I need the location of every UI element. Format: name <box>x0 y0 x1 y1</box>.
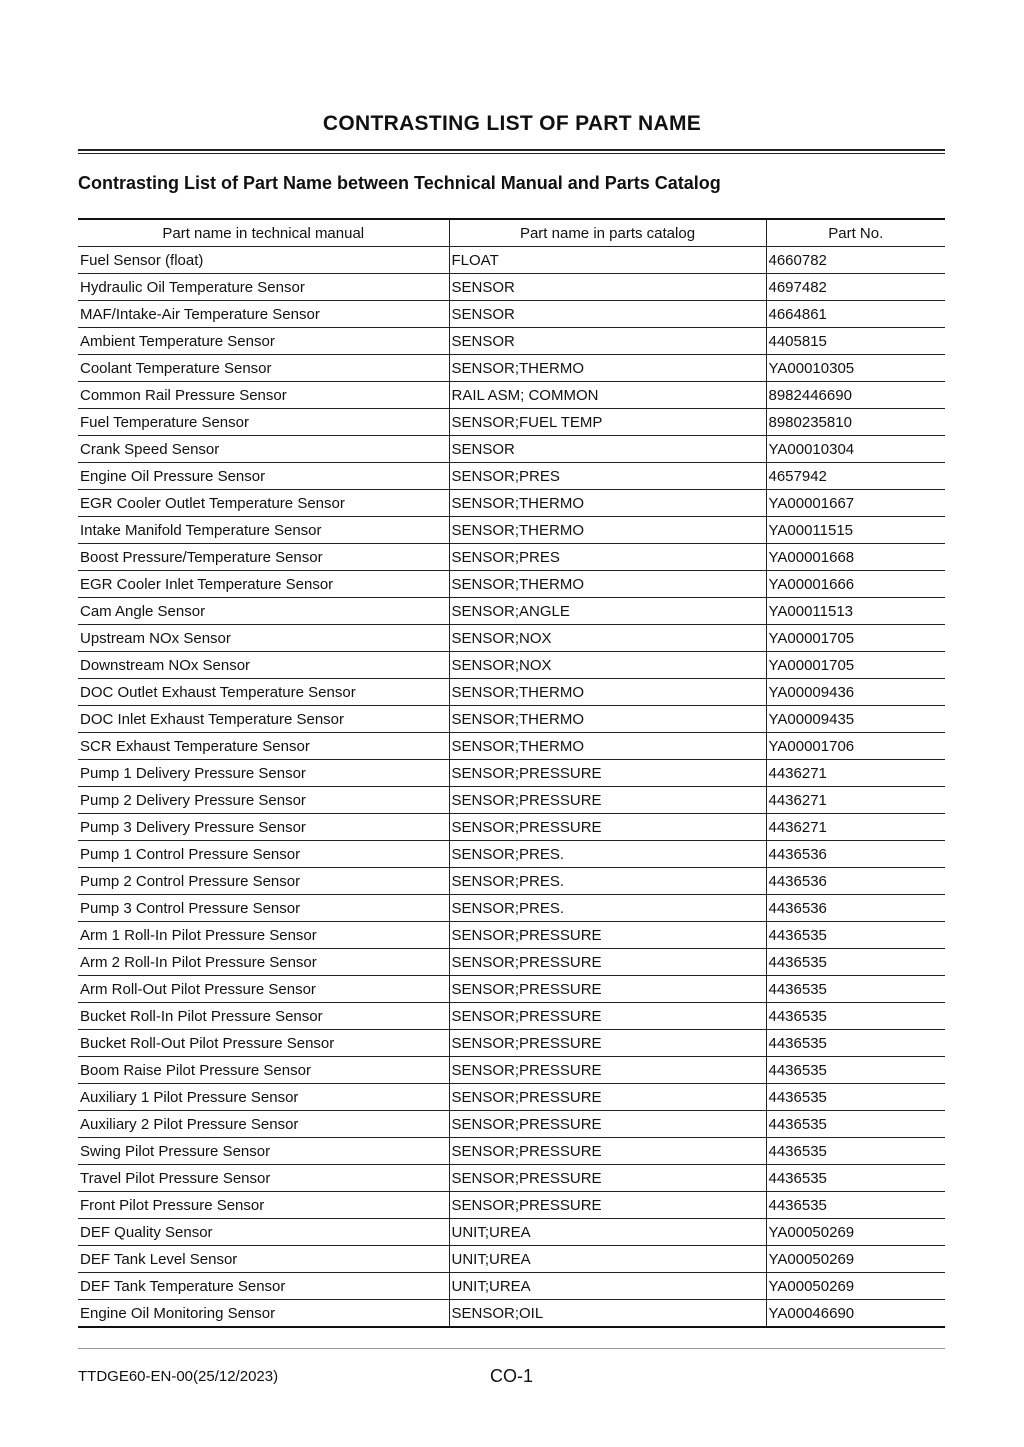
parts-catalog-name-cell: SENSOR;NOX <box>449 625 766 652</box>
technical-manual-name-cell: Common Rail Pressure Sensor <box>78 382 449 409</box>
parts-catalog-name-cell: SENSOR;THERMO <box>449 355 766 382</box>
table-row <box>78 949 945 976</box>
technical-manual-name-cell: Fuel Sensor (float) <box>78 247 449 274</box>
parts-catalog-name-cell: SENSOR;PRES <box>449 544 766 571</box>
part-number-cell: YA00001705 <box>766 652 945 679</box>
technical-manual-name-cell: Pump 2 Delivery Pressure Sensor <box>78 787 449 814</box>
part-number-cell: 8982446690 <box>766 382 945 409</box>
table-row <box>78 706 945 733</box>
table-row <box>78 1273 945 1300</box>
parts-catalog-name-cell: UNIT;UREA <box>449 1273 766 1300</box>
parts-catalog-name-cell: SENSOR;THERMO <box>449 706 766 733</box>
technical-manual-name-cell: DOC Inlet Exhaust Temperature Sensor <box>78 706 449 733</box>
part-number-cell: YA00001668 <box>766 544 945 571</box>
parts-catalog-name-cell: SENSOR;PRESSURE <box>449 1057 766 1084</box>
part-number-cell: 4436535 <box>766 1111 945 1138</box>
part-number-cell: 4436535 <box>766 1192 945 1219</box>
part-number-cell: 4436535 <box>766 949 945 976</box>
technical-manual-name-cell: Swing Pilot Pressure Sensor <box>78 1138 449 1165</box>
table-row <box>78 274 945 301</box>
table-row <box>78 490 945 517</box>
table-row <box>78 868 945 895</box>
technical-manual-name-cell: Downstream NOx Sensor <box>78 652 449 679</box>
parts-catalog-name-cell: SENSOR <box>449 301 766 328</box>
part-number-cell: 4697482 <box>766 274 945 301</box>
technical-manual-name-cell: Bucket Roll-In Pilot Pressure Sensor <box>78 1003 449 1030</box>
parts-catalog-name-cell: SENSOR;THERMO <box>449 490 766 517</box>
part-number-cell: 4436271 <box>766 814 945 841</box>
technical-manual-name-cell: Cam Angle Sensor <box>78 598 449 625</box>
page-number: CO-1 <box>490 1366 534 1386</box>
table-row <box>78 301 945 328</box>
part-number-cell: 4436536 <box>766 841 945 868</box>
footer-divider <box>78 1348 945 1349</box>
technical-manual-name-cell: Pump 2 Control Pressure Sensor <box>78 868 449 895</box>
parts-catalog-name-cell: SENSOR;PRESSURE <box>449 760 766 787</box>
part-number-cell: 4436535 <box>766 1084 945 1111</box>
part-number-cell: YA00010305 <box>766 355 945 382</box>
parts-catalog-name-cell: SENSOR;PRESSURE <box>449 1084 766 1111</box>
parts-catalog-name-cell: SENSOR;FUEL TEMP <box>449 409 766 436</box>
header-part-number: Part No. <box>766 219 945 247</box>
table-row <box>78 1057 945 1084</box>
part-number-cell: 4436535 <box>766 1003 945 1030</box>
technical-manual-name-cell: DEF Tank Level Sensor <box>78 1246 449 1273</box>
parts-catalog-name-cell: SENSOR;THERMO <box>449 679 766 706</box>
technical-manual-name-cell: Upstream NOx Sensor <box>78 625 449 652</box>
section-title: Contrasting List of Part Name between Technical Manual and Parts Catalog <box>78 173 721 193</box>
part-number-cell: 4436535 <box>766 1138 945 1165</box>
technical-manual-name-cell: Arm 1 Roll-In Pilot Pressure Sensor <box>78 922 449 949</box>
table-row <box>78 355 945 382</box>
parts-catalog-name-cell: SENSOR;PRESSURE <box>449 1165 766 1192</box>
parts-catalog-name-cell: SENSOR;PRESSURE <box>449 1138 766 1165</box>
table-row <box>78 1192 945 1219</box>
table-row <box>78 922 945 949</box>
table-row <box>78 409 945 436</box>
table-row <box>78 1219 945 1246</box>
parts-catalog-name-cell: SENSOR;PRESSURE <box>449 1030 766 1057</box>
part-number-cell: YA00009435 <box>766 706 945 733</box>
technical-manual-name-cell: Pump 1 Control Pressure Sensor <box>78 841 449 868</box>
part-number-cell: 4436536 <box>766 895 945 922</box>
technical-manual-name-cell: Coolant Temperature Sensor <box>78 355 449 382</box>
part-number-cell: 4664861 <box>766 301 945 328</box>
table-row <box>78 598 945 625</box>
part-number-cell: 4436535 <box>766 976 945 1003</box>
part-number-cell: YA00010304 <box>766 436 945 463</box>
part-number-cell: 4436535 <box>766 1030 945 1057</box>
part-number-cell: YA00001666 <box>766 571 945 598</box>
part-number-cell: YA00011515 <box>766 517 945 544</box>
technical-manual-name-cell: MAF/Intake-Air Temperature Sensor <box>78 301 449 328</box>
technical-manual-name-cell: Pump 3 Control Pressure Sensor <box>78 895 449 922</box>
technical-manual-name-cell: Hydraulic Oil Temperature Sensor <box>78 274 449 301</box>
technical-manual-name-cell: Auxiliary 2 Pilot Pressure Sensor <box>78 1111 449 1138</box>
part-number-cell: YA00009436 <box>766 679 945 706</box>
table-row <box>78 841 945 868</box>
technical-manual-name-cell: Pump 1 Delivery Pressure Sensor <box>78 760 449 787</box>
table-row <box>78 517 945 544</box>
parts-table <box>78 218 945 1328</box>
technical-manual-name-cell: Boost Pressure/Temperature Sensor <box>78 544 449 571</box>
table-row <box>78 1138 945 1165</box>
table-row <box>78 814 945 841</box>
table-row <box>78 760 945 787</box>
table-row <box>78 436 945 463</box>
parts-catalog-name-cell: FLOAT <box>449 247 766 274</box>
part-number-cell: 4657942 <box>766 463 945 490</box>
parts-catalog-name-cell: UNIT;UREA <box>449 1219 766 1246</box>
parts-catalog-name-cell: SENSOR;OIL <box>449 1300 766 1328</box>
parts-catalog-name-cell: SENSOR;PRESSURE <box>449 922 766 949</box>
parts-catalog-name-cell: SENSOR <box>449 274 766 301</box>
part-number-cell: YA00050269 <box>766 1246 945 1273</box>
table-row <box>78 328 945 355</box>
table-row <box>78 1300 945 1328</box>
part-number-cell: YA00001667 <box>766 490 945 517</box>
table-row <box>78 1030 945 1057</box>
parts-catalog-name-cell: SENSOR;PRES. <box>449 841 766 868</box>
part-number-cell: YA00001705 <box>766 625 945 652</box>
parts-catalog-name-cell: SENSOR;PRESSURE <box>449 1111 766 1138</box>
part-number-cell: YA00050269 <box>766 1219 945 1246</box>
technical-manual-name-cell: Pump 3 Delivery Pressure Sensor <box>78 814 449 841</box>
parts-catalog-name-cell: SENSOR;THERMO <box>449 517 766 544</box>
part-number-cell: YA00050269 <box>766 1273 945 1300</box>
technical-manual-name-cell: Engine Oil Monitoring Sensor <box>78 1300 449 1328</box>
technical-manual-name-cell: Arm Roll-Out Pilot Pressure Sensor <box>78 976 449 1003</box>
parts-catalog-name-cell: SENSOR;PRESSURE <box>449 949 766 976</box>
table-row <box>78 463 945 490</box>
header-parts-catalog-name: Part name in parts catalog <box>449 219 766 247</box>
table-row <box>78 976 945 1003</box>
table-row <box>78 733 945 760</box>
part-number-cell: 4436536 <box>766 868 945 895</box>
parts-catalog-name-cell: SENSOR;ANGLE <box>449 598 766 625</box>
part-number-cell: 4405815 <box>766 328 945 355</box>
parts-catalog-name-cell: SENSOR <box>449 436 766 463</box>
part-number-cell: 4436535 <box>766 1057 945 1084</box>
part-number-cell: 4436535 <box>766 922 945 949</box>
header-technical-manual-name: Part name in technical manual <box>78 219 449 247</box>
page-title: CONTRASTING LIST OF PART NAME <box>322 112 702 135</box>
parts-catalog-name-cell: SENSOR;THERMO <box>449 571 766 598</box>
parts-catalog-name-cell: SENSOR;NOX <box>449 652 766 679</box>
technical-manual-name-cell: Arm 2 Roll-In Pilot Pressure Sensor <box>78 949 449 976</box>
table-row <box>78 247 945 274</box>
technical-manual-name-cell: DEF Tank Temperature Sensor <box>78 1273 449 1300</box>
technical-manual-name-cell: EGR Cooler Outlet Temperature Sensor <box>78 490 449 517</box>
technical-manual-name-cell: Bucket Roll-Out Pilot Pressure Sensor <box>78 1030 449 1057</box>
parts-catalog-name-cell: SENSOR;PRESSURE <box>449 814 766 841</box>
part-number-cell: 4436535 <box>766 1165 945 1192</box>
technical-manual-name-cell: Boom Raise Pilot Pressure Sensor <box>78 1057 449 1084</box>
table-row <box>78 382 945 409</box>
technical-manual-name-cell: Intake Manifold Temperature Sensor <box>78 517 449 544</box>
parts-catalog-name-cell: UNIT;UREA <box>449 1246 766 1273</box>
parts-catalog-name-cell: SENSOR;PRESSURE <box>449 787 766 814</box>
technical-manual-name-cell: Engine Oil Pressure Sensor <box>78 463 449 490</box>
parts-catalog-name-cell: SENSOR;THERMO <box>449 733 766 760</box>
table-row <box>78 1111 945 1138</box>
parts-table-body <box>78 247 945 1328</box>
part-number-cell: 4436271 <box>766 760 945 787</box>
table-header-row <box>78 219 945 247</box>
title-divider <box>78 149 945 154</box>
table-row <box>78 1246 945 1273</box>
parts-catalog-name-cell: SENSOR;PRES. <box>449 895 766 922</box>
technical-manual-name-cell: EGR Cooler Inlet Temperature Sensor <box>78 571 449 598</box>
document-code: TTDGE60-EN-00(25/12/2023) <box>78 1368 279 1385</box>
table-row <box>78 787 945 814</box>
table-row <box>78 1165 945 1192</box>
technical-manual-name-cell: Travel Pilot Pressure Sensor <box>78 1165 449 1192</box>
table-row <box>78 571 945 598</box>
parts-catalog-name-cell: SENSOR;PRESSURE <box>449 1003 766 1030</box>
technical-manual-name-cell: Ambient Temperature Sensor <box>78 328 449 355</box>
parts-catalog-name-cell: SENSOR;PRESSURE <box>449 976 766 1003</box>
parts-catalog-name-cell: SENSOR;PRES. <box>449 868 766 895</box>
table-row <box>78 652 945 679</box>
table-row <box>78 1003 945 1030</box>
part-number-cell: 4436271 <box>766 787 945 814</box>
part-number-cell: YA00011513 <box>766 598 945 625</box>
table-row <box>78 1084 945 1111</box>
parts-catalog-name-cell: RAIL ASM; COMMON <box>449 382 766 409</box>
parts-catalog-name-cell: SENSOR <box>449 328 766 355</box>
technical-manual-name-cell: Front Pilot Pressure Sensor <box>78 1192 449 1219</box>
technical-manual-name-cell: Crank Speed Sensor <box>78 436 449 463</box>
table-row <box>78 544 945 571</box>
parts-catalog-name-cell: SENSOR;PRESSURE <box>449 1192 766 1219</box>
technical-manual-name-cell: Fuel Temperature Sensor <box>78 409 449 436</box>
part-number-cell: YA00046690 <box>766 1300 945 1328</box>
parts-catalog-name-cell: SENSOR;PRES <box>449 463 766 490</box>
technical-manual-name-cell: Auxiliary 1 Pilot Pressure Sensor <box>78 1084 449 1111</box>
table-row <box>78 625 945 652</box>
table-row <box>78 679 945 706</box>
technical-manual-name-cell: DOC Outlet Exhaust Temperature Sensor <box>78 679 449 706</box>
part-number-cell: YA00001706 <box>766 733 945 760</box>
technical-manual-name-cell: DEF Quality Sensor <box>78 1219 449 1246</box>
part-number-cell: 4660782 <box>766 247 945 274</box>
table-row <box>78 895 945 922</box>
technical-manual-name-cell: SCR Exhaust Temperature Sensor <box>78 733 449 760</box>
part-number-cell: 8980235810 <box>766 409 945 436</box>
